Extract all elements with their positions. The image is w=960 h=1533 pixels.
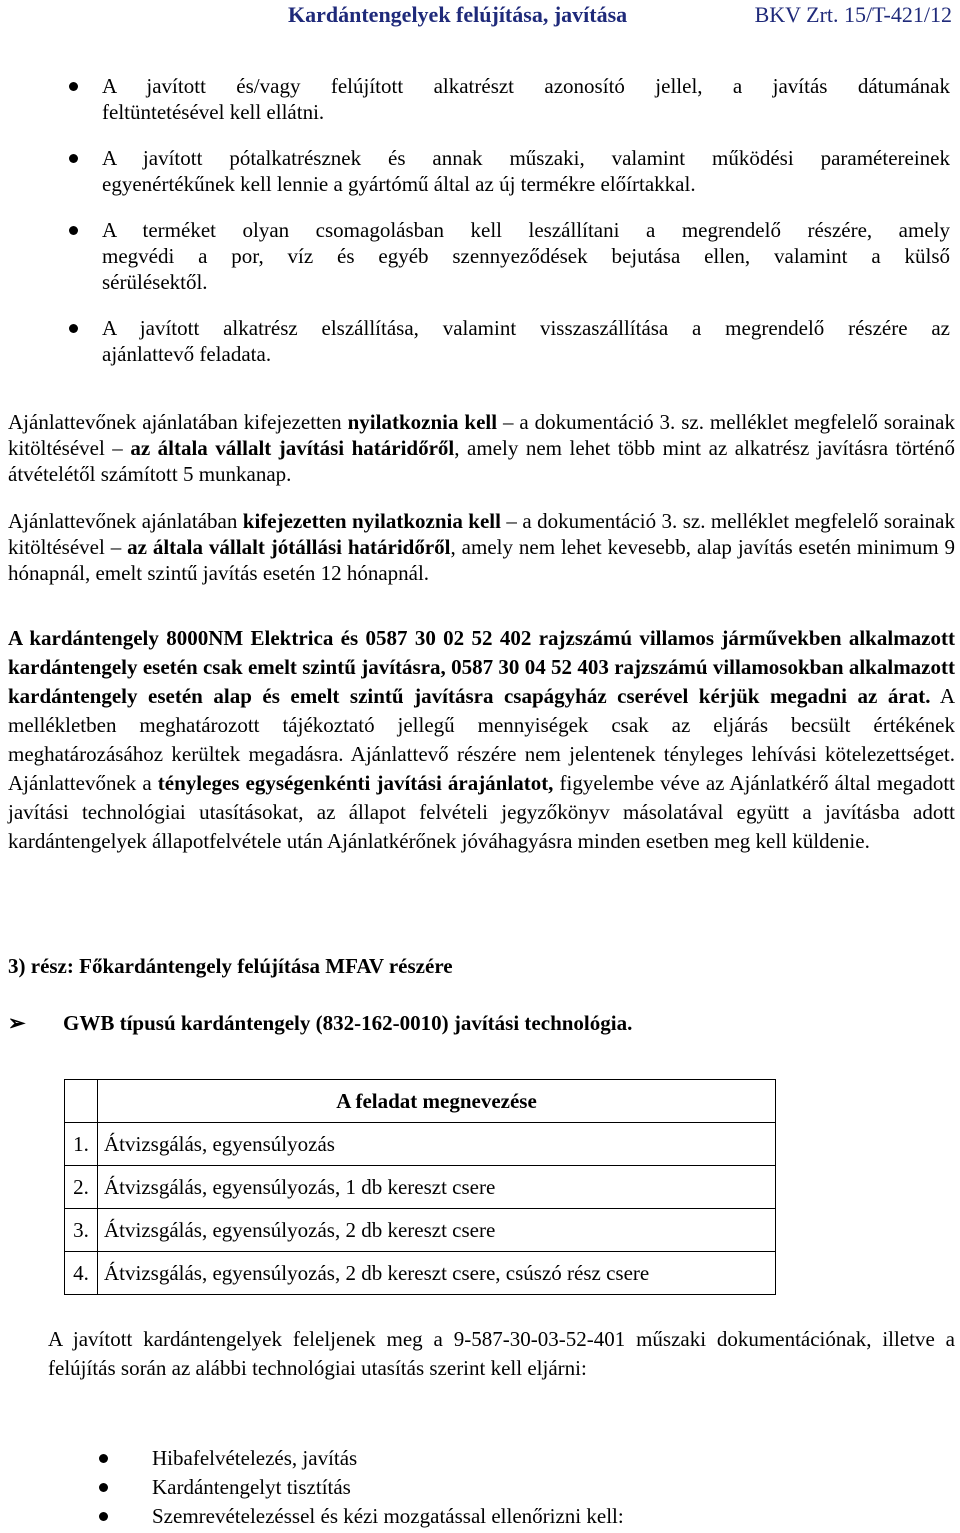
section-heading: 3) rész: Főkardántengely felújítása MFAV részére <box>8 954 453 978</box>
bullet-icon <box>99 1483 108 1492</box>
text-bold: tényleges egységenkénti javítási árajánlatot, <box>157 771 554 795</box>
text: figyelembe véve az Ajánlatkérő által megadott javítási technológiai utasításokat, az állapot felvételi jegyzőkönyv másolatával együtt a javításba adott kardántengelyek állapotfelvétele után Ajánlatkérőnek jóváhagyásra minden esetben meg kell küldenie. <box>8 771 955 853</box>
subheading-text: GWB típusú kardántengely (832-162-0010) javítási technológia. <box>63 1011 633 1035</box>
text: , amely nem lehet több mint az alkatrész javításra történő átvételétől számított 5 munkanap. <box>8 436 955 486</box>
table-row <box>65 1252 776 1295</box>
list-item <box>0 1473 624 1502</box>
table-row <box>65 1209 776 1252</box>
list-item-line: A terméket olyan csomagolásban kell leszállítani a megrendelő részére, amely <box>102 218 950 242</box>
steps-list <box>0 1444 624 1531</box>
bullet-icon <box>69 154 78 163</box>
text: – a dokumentáció 3. sz. melléklet megfelelő sorainak kitöltésével – <box>8 410 955 460</box>
text: A mellékletben meghatározott tájékoztató jellegű mennyiségek csak az eljárás becsült értékének meghatározásához kerültek megadásra. Ajánlattevő részére nem jelentenek tényleges lehívási kötelezettséget. Ajánlattevőnek a <box>8 684 956 795</box>
arrow-bullet-icon: ➢ <box>8 1011 26 1035</box>
page-header <box>8 0 952 36</box>
table-cell-num: 3. <box>65 1209 98 1252</box>
text: – a dokumentáció 3. sz. melléklet megfelelő sorainak kitöltésével – <box>8 509 956 559</box>
paragraph-pricing <box>8 624 955 856</box>
table-cell-num: 2. <box>65 1166 98 1209</box>
list-item-line: A javított alkatrész elszállítása, valamint visszaszállítása a megrendelő részére az <box>102 316 950 340</box>
bullet-icon <box>99 1454 108 1463</box>
bullet-icon <box>69 226 78 235</box>
table-cell-task: Átvizsgálás, egyensúlyozás, 1 db kereszt csere <box>98 1166 776 1209</box>
table-header-row <box>65 1080 776 1123</box>
table-header-empty <box>65 1080 98 1123</box>
text: Ajánlattevőnek ajánlatában kifejezetten <box>8 410 348 434</box>
table-cell-task: Átvizsgálás, egyensúlyozás, 2 db kereszt csere, csúszó rész csere <box>98 1252 776 1295</box>
subheading <box>8 1011 632 1036</box>
table-cell-task: Átvizsgálás, egyensúlyozás <box>98 1123 776 1166</box>
text-bold: nyilatkoznia kell <box>347 410 498 434</box>
list-item-line: ajánlattevő feladata. <box>102 342 272 366</box>
paragraph-technology: A javított kardántengelyek feleljenek meg a 9-587-30-03-52-401 műszaki dokumentációnak, illetve a felújítás során az alábbi technológiai utasítás szerint kell eljárni: <box>48 1327 955 1380</box>
list-item-line: A javított és/vagy felújított alkatrészt azonosító jellel, a javítás dátumának <box>102 74 950 98</box>
list-item <box>0 1502 624 1531</box>
table-cell-num: 1. <box>65 1123 98 1166</box>
table-cell-task: Átvizsgálás, egyensúlyozás, 2 db kereszt csere <box>98 1209 776 1252</box>
list-item-line: megvédi a por, víz és egyéb szennyeződések bejutása ellen, valamint a külső <box>102 244 950 268</box>
paragraph-warranty-deadline <box>8 508 955 586</box>
list-item-text: Hibafelvételezés, javítás <box>152 1446 358 1470</box>
list-item-line: egyenértékűnek kell lennie a gyártómű által az új termékre előírtakkal. <box>102 172 696 196</box>
bullet-icon <box>99 1512 108 1521</box>
table-row <box>65 1166 776 1209</box>
text-bold: az általa vállalt jótállási határidőről <box>127 535 451 559</box>
requirements-list <box>0 73 960 387</box>
list-item <box>0 315 960 367</box>
text-bold: A kardántengely 8000NM Elektrica és 0587 30 02 52 402 rajzszámú villamos járművekben alkalmazott kardántengely esetén csak emelt szintű javításra, 0587 30 04 52 403 rajzszámú villamosokban alkalmazott kardántengely esetén alap és emelt szintű javításra csapágyház cserével kérjük megadni az árat. <box>8 626 955 708</box>
list-item-text: Kardántengelyt tisztítás <box>152 1475 351 1499</box>
paragraph-repair-deadline <box>8 409 955 487</box>
text: Ajánlattevőnek ajánlatában <box>8 509 243 533</box>
list-item-line: sérülésektől. <box>102 270 208 294</box>
list-item <box>0 217 960 295</box>
task-table <box>64 1079 776 1295</box>
bullet-icon <box>69 324 78 333</box>
header-reference: BKV Zrt. 15/T-421/12 <box>754 2 952 27</box>
table-header: A feladat megnevezése <box>98 1080 776 1123</box>
text: , amely nem lehet kevesebb, alap javítás esetén minimum 9 hónapnál, emelt szintű javítás esetén 12 hónapnál. <box>8 535 955 585</box>
list-item-line: A javított pótalkatrésznek és annak műszaki, valamint működési paramétereinek <box>102 146 950 170</box>
list-item <box>0 73 960 125</box>
list-item <box>0 145 960 197</box>
table-row <box>65 1123 776 1166</box>
list-item <box>0 1444 624 1473</box>
text-bold: az általa vállalt javítási határidőről <box>130 436 455 460</box>
table-cell-num: 4. <box>65 1252 98 1295</box>
text-bold: kifejezetten nyilatkoznia kell <box>242 509 501 533</box>
bullet-icon <box>69 82 78 91</box>
list-item-text: Szemrevételezéssel és kézi mozgatással ellenőrizni kell: <box>152 1504 624 1528</box>
list-item-line: feltüntetésével kell ellátni. <box>102 100 325 124</box>
header-title: Kardántengelyek felújítása, javítása <box>288 2 628 27</box>
